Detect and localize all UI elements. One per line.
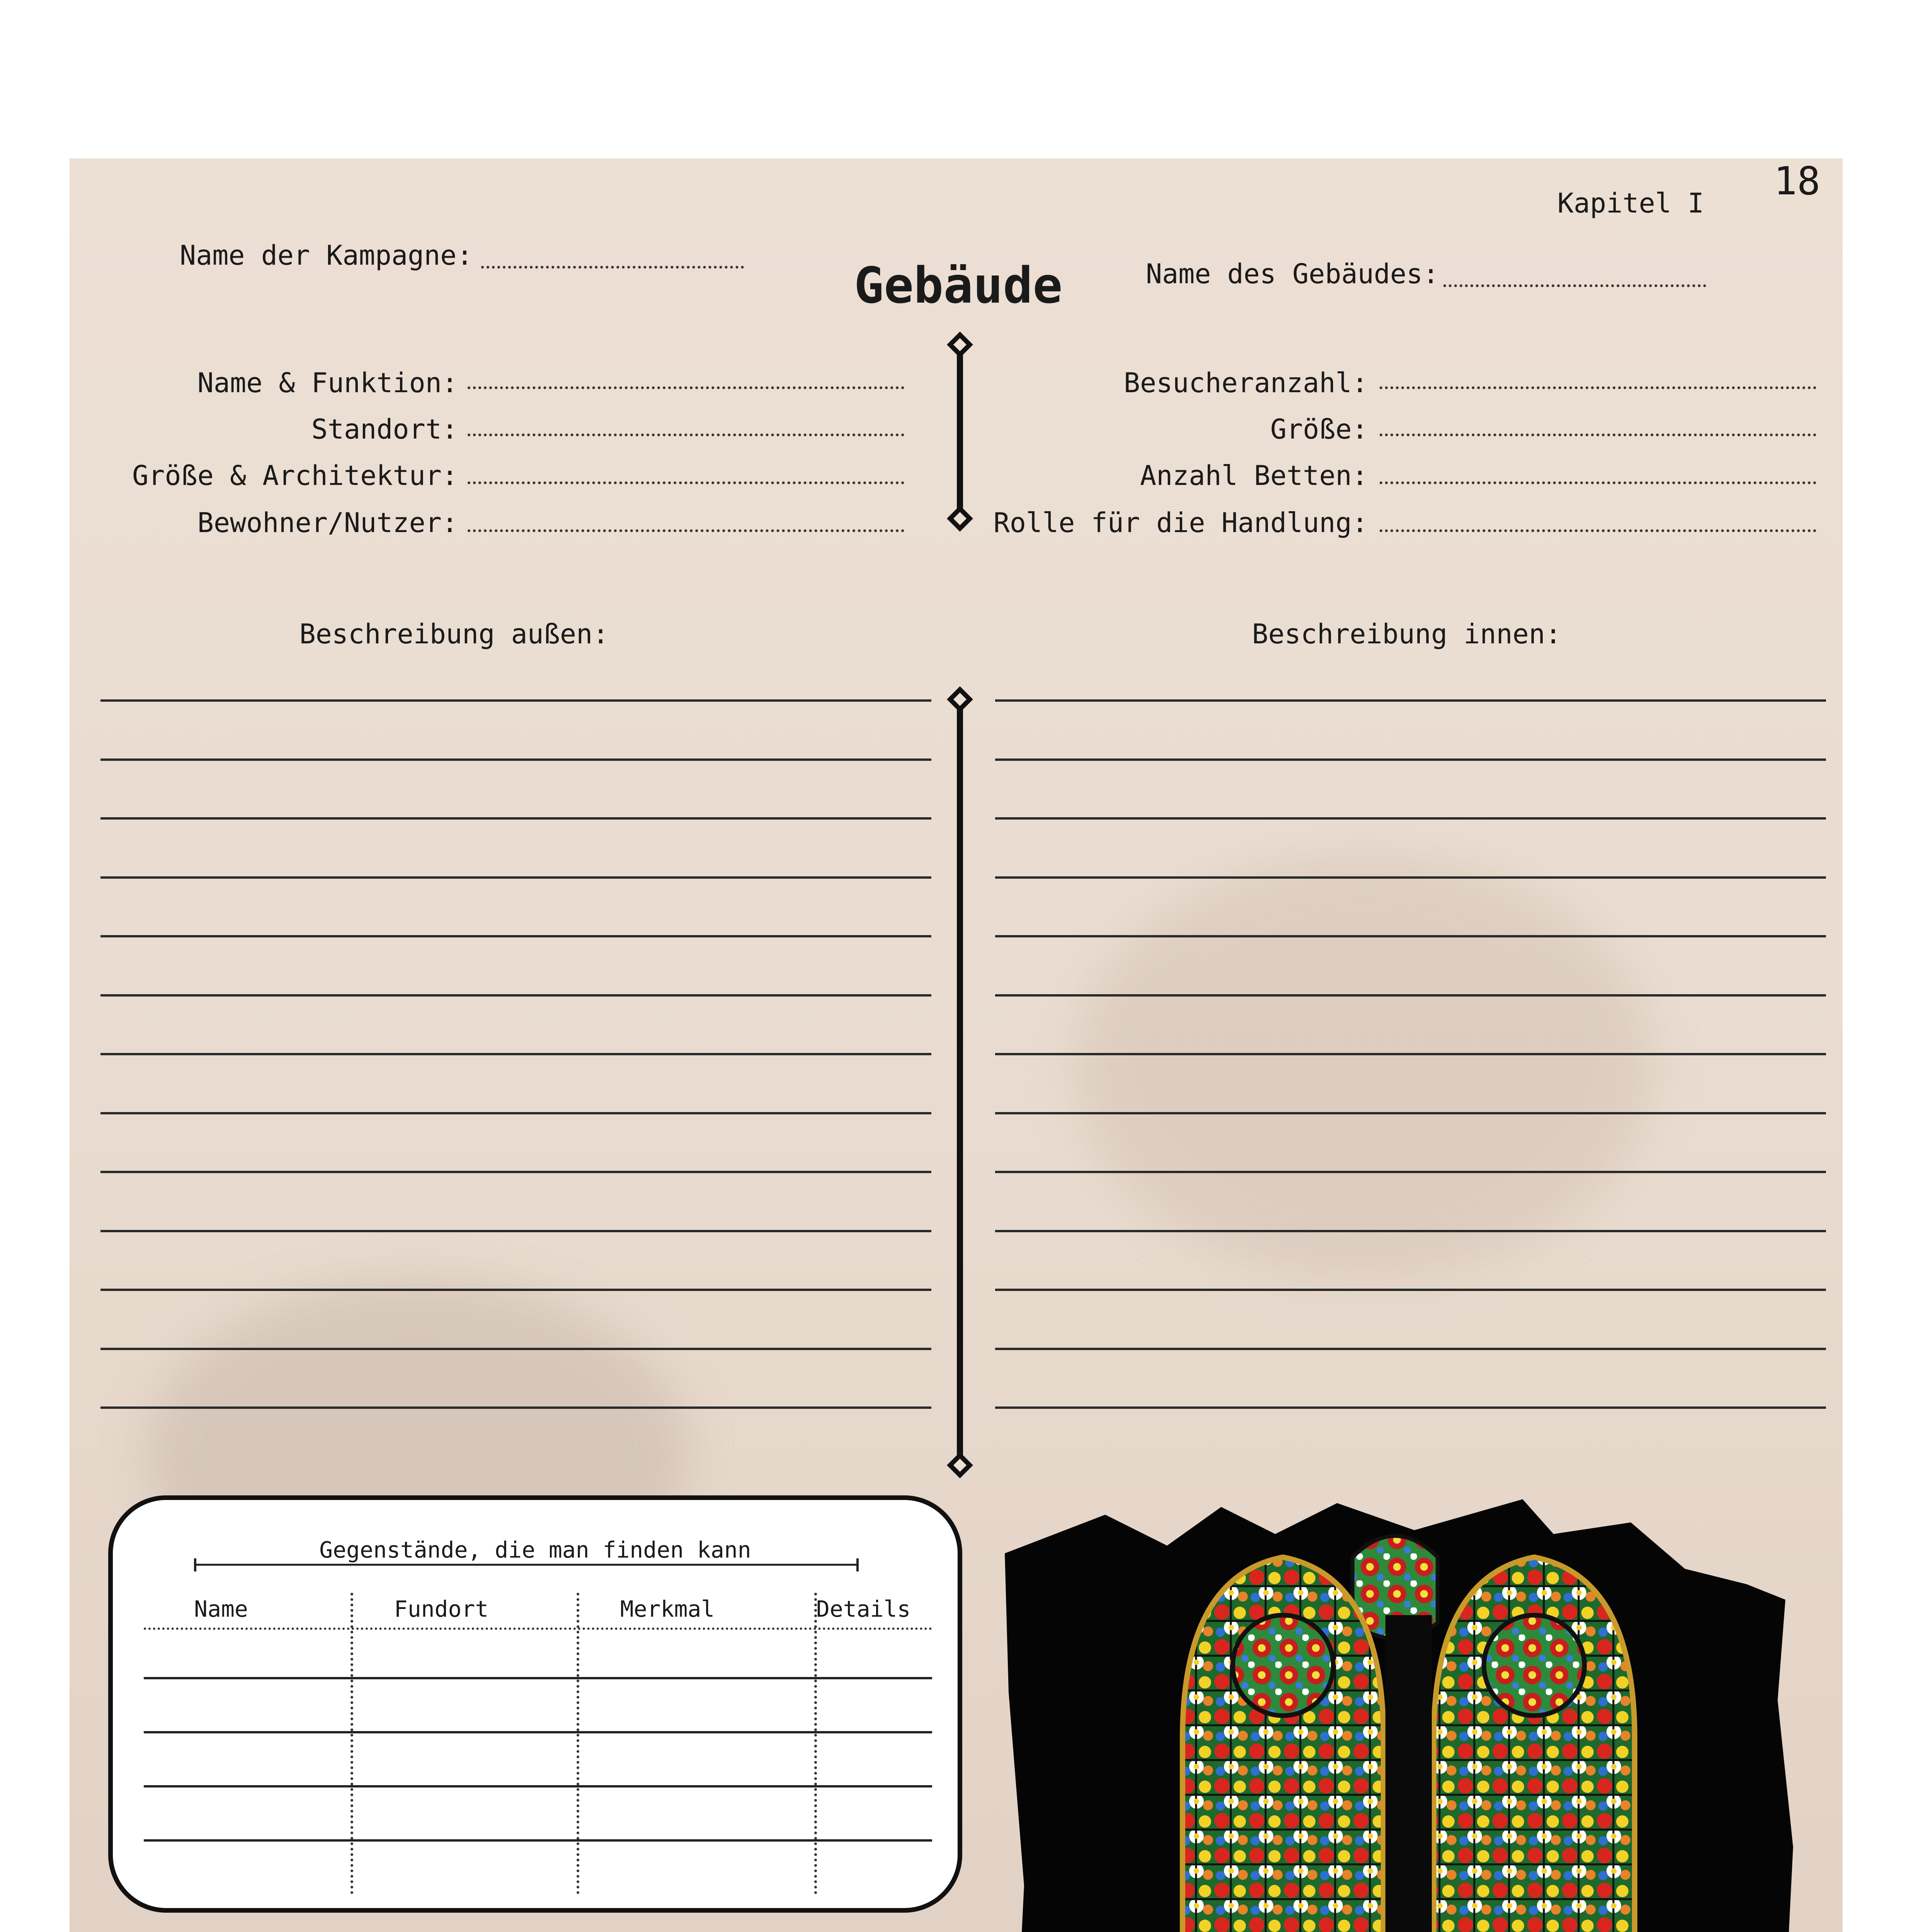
writing-line[interactable] — [100, 1406, 931, 1409]
items-row-line[interactable] — [144, 1731, 932, 1733]
writing-line[interactable] — [100, 1348, 931, 1350]
writing-line[interactable] — [995, 1230, 1826, 1232]
window-mullion — [1385, 1615, 1432, 1932]
campaign-name-label: Name der Kampagne: — [180, 240, 473, 271]
items-col-divider — [814, 1593, 817, 1894]
items-col-feature: Merkmal — [620, 1596, 715, 1622]
items-col-divider — [351, 1593, 353, 1894]
writing-line[interactable] — [100, 1230, 931, 1232]
writing-line[interactable] — [100, 1112, 931, 1114]
page-number: 18 — [1774, 158, 1821, 204]
items-header-rule — [144, 1628, 932, 1630]
building-name-field[interactable] — [1443, 284, 1706, 287]
writing-line[interactable] — [100, 994, 931, 997]
items-col-divider — [577, 1593, 579, 1894]
writing-line[interactable] — [995, 817, 1826, 820]
writing-line[interactable] — [995, 1406, 1826, 1409]
field-input-location[interactable] — [468, 434, 904, 436]
writing-line[interactable] — [995, 1289, 1826, 1291]
writing-line[interactable] — [995, 876, 1826, 879]
field-label-size-architecture: Größe & Architektur: — [132, 460, 458, 492]
field-input-name-function[interactable] — [468, 386, 904, 389]
field-label-plot-role: Rolle für die Handlung: — [993, 507, 1368, 539]
description-inside-heading: Beschreibung innen: — [1252, 618, 1562, 650]
field-input-beds[interactable] — [1380, 481, 1816, 484]
writing-line[interactable] — [995, 1171, 1826, 1173]
items-row-line[interactable] — [144, 1785, 932, 1787]
field-label-beds: Anzahl Betten: — [1140, 460, 1368, 492]
field-input-plot-role[interactable] — [1380, 529, 1816, 532]
chapter-label: Kapitel I — [1557, 187, 1704, 219]
writing-line[interactable] — [100, 759, 931, 761]
stained-glass-window-illustration — [1005, 1499, 1816, 1932]
writing-line[interactable] — [100, 1053, 931, 1055]
left-window-rose — [1233, 1615, 1333, 1716]
field-label-residents: Bewohner/Nutzer: — [197, 507, 458, 539]
writing-line[interactable] — [100, 817, 931, 820]
writing-line[interactable] — [995, 699, 1826, 702]
items-col-location: Fundort — [394, 1596, 489, 1622]
divider-bar — [957, 346, 963, 522]
field-input-size-architecture[interactable] — [468, 481, 904, 484]
field-input-residents[interactable] — [468, 529, 904, 532]
field-label-size: Größe: — [1270, 413, 1368, 445]
right-window-rose — [1484, 1615, 1584, 1716]
items-row-line[interactable] — [144, 1839, 932, 1842]
items-table-title: Gegenstände, die man finden kann — [319, 1537, 751, 1563]
field-label-location: Standort: — [311, 413, 458, 445]
items-col-details: Details — [816, 1596, 911, 1622]
writing-line[interactable] — [995, 994, 1826, 997]
writing-line[interactable] — [995, 759, 1826, 761]
field-input-visitors[interactable] — [1380, 386, 1816, 389]
items-table-card — [108, 1495, 962, 1913]
writing-line[interactable] — [100, 1289, 931, 1291]
page-title: Gebäude — [854, 257, 1063, 315]
field-input-size[interactable] — [1380, 434, 1816, 436]
items-title-underline — [194, 1564, 859, 1566]
items-col-name: Name — [194, 1596, 248, 1622]
campaign-name-field[interactable] — [481, 266, 744, 269]
writing-line[interactable] — [995, 935, 1826, 937]
field-label-name-function: Name & Funktion: — [197, 367, 458, 399]
description-outside-heading: Beschreibung außen: — [299, 618, 609, 650]
writing-line[interactable] — [100, 876, 931, 879]
writing-line[interactable] — [100, 1171, 931, 1173]
field-label-visitors: Besucheranzahl: — [1123, 367, 1368, 399]
divider-bar — [957, 699, 963, 1466]
writing-line[interactable] — [100, 699, 931, 702]
writing-line[interactable] — [995, 1348, 1826, 1350]
writing-line[interactable] — [995, 1053, 1826, 1055]
items-row-line[interactable] — [144, 1677, 932, 1679]
writing-line[interactable] — [100, 935, 931, 937]
writing-line[interactable] — [995, 1112, 1826, 1114]
building-name-label: Name des Gebäudes: — [1146, 258, 1439, 290]
paper-stain — [1074, 854, 1654, 1279]
